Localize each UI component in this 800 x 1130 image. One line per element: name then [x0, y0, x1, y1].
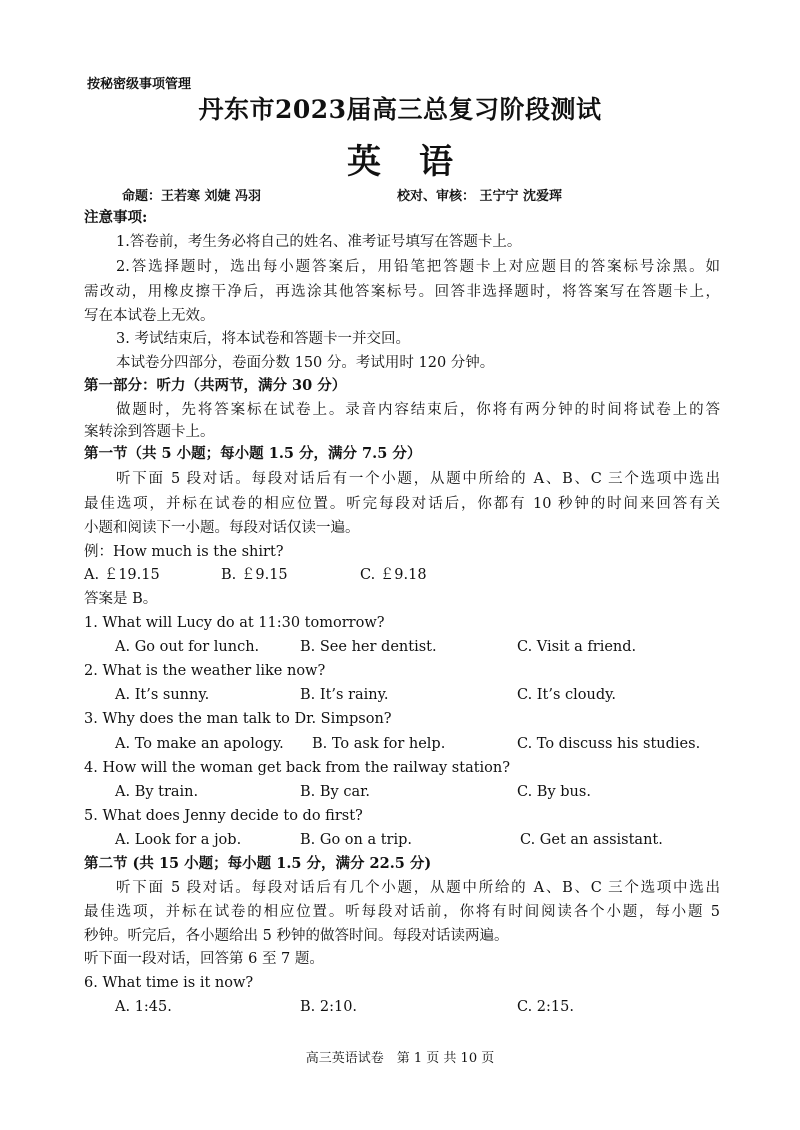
question-2: 2. What is the weather like now? — [84, 663, 326, 679]
notice-item-1: 1.答卷前，考生务必将自己的姓名、准考证号填写在答题卡上。 — [116, 234, 522, 250]
authors-line: 命题：王若寒 刘婕 冯羽 — [122, 189, 262, 204]
question-1: 1. What will Lucy do at 11:30 tomorrow? — [84, 615, 385, 631]
section1-heading: 第一节（共 5 小题；每小题 1.5 分，满分 7.5 分） — [84, 445, 422, 462]
part1-intro-line-2: 案转涂到答题卡上。 — [84, 424, 215, 440]
question-1-option-c: C. Visit a friend. — [517, 639, 637, 655]
section2-intro-line-2: 最佳选项，并标在试卷的相应位置。听每段对话前，你将有时间阅读各个小题，每小题 5 — [84, 904, 720, 920]
question-2-option-b: B. It’s rainy. — [300, 687, 389, 703]
example-answer: 答案是 B。 — [84, 591, 158, 607]
reviewers-line: 校对、审核： 王宁宁 沈爱珲 — [397, 189, 563, 204]
part1-intro-line-1: 做题时，先将答案标在试卷上。录音内容结束后，你将有两分钟的时间将试卷上的答 — [116, 402, 720, 418]
question-3: 3. Why does the man talk to Dr. Simpson? — [84, 711, 392, 727]
question-3-option-a: A. To make an apology. — [115, 736, 284, 752]
question-4-option-b: B. By car. — [300, 784, 371, 800]
question-1-option-a: A. Go out for lunch. — [115, 639, 260, 655]
notice-item-3: 3. 考试结束后，将本试卷和答题卡一并交回。 — [116, 331, 410, 347]
question-1-option-b: B. See her dentist. — [300, 639, 437, 655]
example-question: 例：How much is the shirt? — [84, 544, 284, 560]
notice-heading: 注意事项: — [84, 209, 148, 226]
section1-intro-line-1: 听下面 5 段对话。每段对话后有一个小题，从题中所给的 A、B、C 三个选项中选出 — [116, 471, 720, 487]
question-2-option-a: A. It’s sunny. — [115, 687, 210, 703]
question-4-option-c: C. By bus. — [517, 784, 591, 800]
example-option-c: C. ￡9.18 — [360, 567, 427, 583]
notice-item-4: 本试卷分四部分，卷面分数 150 分。考试用时 120 分钟。 — [116, 355, 495, 371]
confidentiality-label: 按秘密级事项管理 — [87, 77, 192, 92]
example-option-a: A. ￡19.15 — [84, 567, 160, 583]
section2-heading: 第二节 (共 15 小题；每小题 1.5 分，满分 22.5 分) — [84, 855, 432, 872]
section1-intro-line-2: 最佳选项，并标在试卷的相应位置。听完每段对话后，你都有 10 秒钟的时间来回答有关 — [84, 496, 720, 512]
question-5: 5. What does Jenny decide to do first? — [84, 808, 363, 824]
section2-intro-line-1: 听下面 5 段对话。每段对话后有几个小题，从题中所给的 A、B、C 三个选项中选出 — [116, 880, 720, 896]
question-2-option-c: C. It’s cloudy. — [517, 687, 616, 703]
group-intro: 听下面一段对话，回答第 6 至 7 题。 — [84, 951, 324, 967]
notice-item-2-line-2: 需改动，用橡皮擦干净后，再选涂其他答案标号。回答非选择题时，将答案写在答题卡上， — [84, 284, 720, 300]
part1-heading: 第一部分：听力（共两节，满分 30 分） — [84, 377, 347, 394]
section1-intro-line-3: 小题和阅读下一小题。每段对话仅读一遍。 — [84, 520, 360, 536]
notice-item-2-line-3: 写在本试卷上无效。 — [84, 308, 215, 324]
question-5-option-a: A. Look for a job. — [115, 832, 242, 848]
page-footer: 高三英语试卷 第 1 页 共 10 页 — [305, 1051, 495, 1066]
exam-title: 丹东市2023届高三总复习阶段测试 — [198, 95, 602, 124]
question-3-option-b: B. To ask for help. — [312, 736, 446, 752]
question-6: 6. What time is it now? — [84, 975, 254, 991]
question-4: 4. How will the woman get back from the railway station? — [84, 760, 511, 776]
question-5-option-c: C. Get an assistant. — [520, 832, 663, 848]
question-5-option-b: B. Go on a trip. — [300, 832, 413, 848]
section2-intro-line-3: 秒钟。听完后，各小题给出 5 秒钟的做答时间。每段对话读两遍。 — [84, 928, 509, 944]
question-4-option-a: A. By train. — [115, 784, 199, 800]
question-6-option-c: C. 2:15. — [517, 999, 574, 1015]
question-3-option-c: C. To discuss his studies. — [517, 736, 701, 752]
question-6-option-b: B. 2:10. — [300, 999, 358, 1015]
example-option-b: B. ￡9.15 — [221, 567, 288, 583]
question-6-option-a: A. 1:45. — [115, 999, 172, 1015]
notice-item-2-line-1: 2.答选择题时，选出每小题答案后，用铅笔把答题卡上对应题目的答案标号涂黑。如 — [116, 259, 720, 275]
subject-title: 英语 — [347, 142, 491, 182]
